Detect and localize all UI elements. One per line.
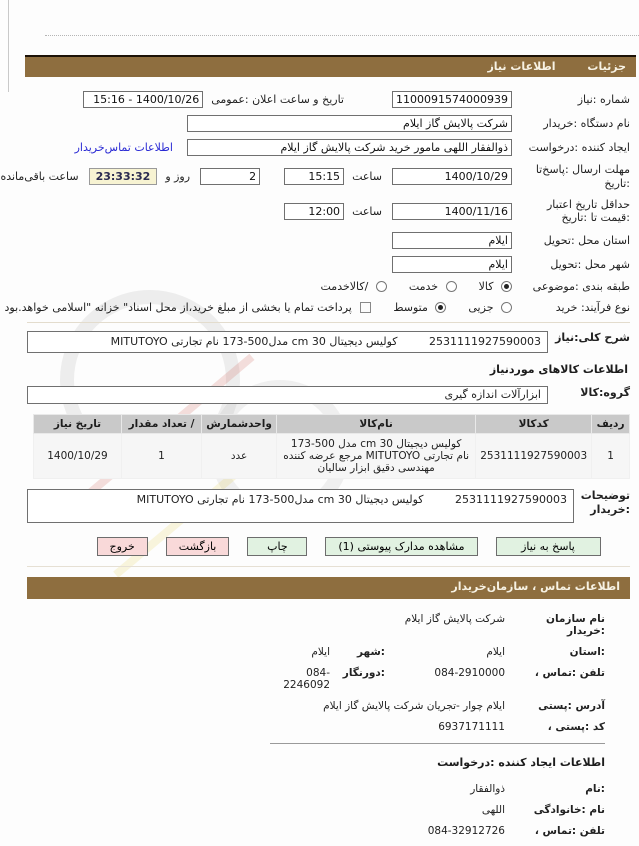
process-type-label: نوع فرآیند: خرید xyxy=(555,300,630,314)
creator-last-name-label: نام :خانوادگی xyxy=(533,803,605,816)
city-label: شهر محل :تحویل xyxy=(550,257,630,271)
radio-partial[interactable] xyxy=(501,302,512,313)
buyer-contact-block xyxy=(265,613,605,837)
contact-city-value: ایلام xyxy=(311,645,330,658)
section-divider xyxy=(27,566,630,567)
classification-label: طبقه بندی :موضوعی xyxy=(532,280,630,293)
radio-goods-label: کالا xyxy=(478,280,494,294)
table-row[interactable] xyxy=(34,433,630,478)
postal-code-label: کد :پستی ، xyxy=(547,720,605,733)
treasury-docs-label: پرداخت تمام یا بخشی از مبلغ خرید،از محل اسناد" خزانه "اسلامی خواهد.بود xyxy=(4,301,352,315)
top-dotted-divider xyxy=(45,35,639,36)
action-buttons xyxy=(27,537,630,556)
buyer-description-box[interactable] xyxy=(27,489,574,523)
deadline-date-input[interactable] xyxy=(392,168,512,185)
need-summary xyxy=(27,331,630,353)
contact-section-bar xyxy=(27,577,630,599)
buyer-description xyxy=(27,489,630,523)
tab-bar xyxy=(25,55,636,77)
treasury-docs-checkbox[interactable] xyxy=(360,302,371,313)
col-date: تاریخ نیاز xyxy=(34,414,122,433)
goods-group-box[interactable] xyxy=(27,386,548,404)
row-classification xyxy=(27,280,630,294)
need-summary-label: شرح کلی:نیاز xyxy=(555,330,630,344)
col-unit: واحدشمارش xyxy=(202,414,277,433)
contact-province-row xyxy=(265,646,605,658)
remaining-time-label: ساعت باقی‌مانده xyxy=(0,170,79,184)
contact-address-row xyxy=(265,700,605,712)
cell-name: کولیس دیجیتال 30 cm مدل 500-173 نام تجارتی MITUTOYO مرجع عرضه کننده مهندسی دقیق ابزار سالیان xyxy=(277,433,476,478)
radio-partial-label: جزیی xyxy=(468,301,494,315)
org-name-label: نام سازمان :خریدار xyxy=(546,612,605,637)
contact-city-label: :شهر xyxy=(357,645,385,658)
announce-label: تاریخ و ساعت اعلان :عمومی xyxy=(211,93,344,106)
radio-service[interactable] xyxy=(446,281,457,292)
city-input[interactable] xyxy=(392,256,512,273)
goods-table-header-row xyxy=(34,414,630,433)
contact-phone-row xyxy=(265,667,605,691)
deadline-hour-input[interactable] xyxy=(284,168,344,185)
cell-index: 1 xyxy=(592,433,630,478)
validity-label: حداقل تاریخ اعتبار :قیمت تا :تاریخ xyxy=(546,197,630,225)
contact-phone-value: 084-2910000 xyxy=(434,666,505,679)
tab-need-info[interactable]: اطلاعات نیاز xyxy=(487,60,556,73)
goods-group-label: گروه:کالا xyxy=(580,385,630,399)
deadline-label: مهلت ارسال :پاسخ‌تا :تاریخ xyxy=(535,163,630,190)
creator-phone-row xyxy=(265,825,605,837)
goods-section-title: اطلاعات کالاهای موردنیاز xyxy=(489,362,628,376)
postal-code-value: 6937171111 xyxy=(438,720,505,733)
contact-province-label: :استان xyxy=(569,645,605,658)
province-input[interactable] xyxy=(392,232,512,249)
buyer-description-label: توضیحات :خریدار xyxy=(580,488,630,516)
contact-fax-value: 084-2246092 xyxy=(283,666,330,691)
need-summary-box[interactable] xyxy=(27,331,548,353)
view-attachments-button[interactable]: مشاهده مدارک پیوستی (1) xyxy=(325,537,477,556)
deadline-hour-label: ساعت xyxy=(352,170,382,184)
row-province xyxy=(27,232,630,249)
buyer-contact-link[interactable]: اطلاعات تماس‌خریدار xyxy=(74,141,173,154)
cell-date: 1400/10/29 xyxy=(34,433,122,478)
need-number-input[interactable] xyxy=(392,91,512,108)
cell-code: 2531111927590003 xyxy=(476,433,592,478)
validity-date-input[interactable] xyxy=(392,203,512,220)
need-number-label: شماره :نیاز xyxy=(577,92,630,106)
creator-last-name-value: اللهی xyxy=(481,803,505,816)
back-button[interactable]: بازگشت xyxy=(166,537,230,556)
contact-address-value: ایلام چوار -تجریان شرکت پالایش گاز ایلام xyxy=(323,699,505,712)
creator-phone-value: 084-32912726 xyxy=(427,824,505,837)
creator-last-name-row xyxy=(265,804,605,816)
contact-section-title: اطلاعات تماس ، سازمان‌خریدار xyxy=(451,579,620,593)
radio-goods-service[interactable] xyxy=(376,281,387,292)
col-code: کدکالا xyxy=(476,414,592,433)
contact-address-label: آدرس :پستی xyxy=(538,699,605,712)
radio-service-label: خدمت xyxy=(408,280,439,294)
buyer-org-input[interactable] xyxy=(187,115,512,132)
row-validity xyxy=(27,198,630,226)
buyer-description-text: کولیس دیجیتال 30 cm مدل500-173 نام تجارتی MITUTOYO xyxy=(136,492,424,506)
contact-org-row xyxy=(265,613,605,637)
section-divider xyxy=(27,322,630,323)
radio-medium[interactable] xyxy=(435,302,446,313)
buyer-org-label: نام دستگاه :خریدار xyxy=(543,116,630,130)
deadline-days-input[interactable] xyxy=(200,168,260,185)
creator-first-name-value: ذوالفقار xyxy=(470,782,505,795)
row-buyer-org xyxy=(27,115,630,132)
row-city xyxy=(27,256,630,273)
row-request-creator xyxy=(27,139,630,156)
validity-hour-input[interactable] xyxy=(284,203,344,220)
org-name-value: شرکت پالایش گاز ایلام xyxy=(404,612,505,625)
need-summary-text: کولیس دیجیتال 30 cm مدل500-173 نام تجارتی MITUTOYO xyxy=(110,334,398,348)
row-process-type xyxy=(4,300,630,315)
col-index: ردیف xyxy=(592,414,630,433)
exit-button[interactable]: خروج xyxy=(97,537,148,556)
creator-first-name-label: :نام xyxy=(585,782,605,795)
row-deadline xyxy=(0,163,630,191)
reply-to-need-button[interactable]: پاسخ به نیاز xyxy=(496,537,601,556)
goods-group xyxy=(27,386,630,404)
goods-table xyxy=(33,414,630,479)
validity-hour-label: ساعت xyxy=(352,204,382,218)
remaining-time-badge: 23:33:32 xyxy=(89,168,158,185)
radio-goods-service-label: /کالاخدمت xyxy=(320,280,369,294)
creator-section-title: اطلاعات ایجاد کننده :درخواست xyxy=(437,755,605,769)
cell-unit: عدد xyxy=(202,433,277,478)
buyer-description-number: 2531111927590003 xyxy=(455,492,567,506)
print-button[interactable]: چاپ xyxy=(247,537,307,556)
window-edge-line xyxy=(8,0,9,92)
contact-province-value: ایلام xyxy=(486,645,505,658)
goods-group-value: ابزارآلات اندازه گیری xyxy=(444,387,541,401)
request-creator-label: ایجاد کننده :درخواست xyxy=(528,140,630,154)
need-form xyxy=(0,77,636,837)
row-need-number xyxy=(27,91,630,108)
col-name: نام‌کالا xyxy=(277,414,476,433)
creator-phone-label: تلفن :تماس ، xyxy=(534,824,605,837)
creator-first-name-row xyxy=(265,783,605,795)
contact-postal-row xyxy=(265,721,605,733)
contact-phone-label: تلفن :تماس ، xyxy=(534,666,605,679)
radio-medium-label: متوسط xyxy=(393,301,428,315)
radio-goods[interactable] xyxy=(501,281,512,292)
contact-fax-label: :دورنگار xyxy=(342,666,385,679)
tab-details[interactable]: جزئیات xyxy=(587,60,626,73)
need-summary-number: 2531111927590003 xyxy=(429,334,541,348)
announce-input[interactable] xyxy=(83,91,203,108)
col-qty: / تعداد مقدار xyxy=(121,414,201,433)
cell-qty: 1 xyxy=(121,433,201,478)
province-label: استان محل :تحویل xyxy=(543,233,630,247)
contact-divider xyxy=(270,743,605,744)
deadline-days-label: روز و xyxy=(165,170,191,184)
request-creator-input[interactable] xyxy=(187,139,512,156)
